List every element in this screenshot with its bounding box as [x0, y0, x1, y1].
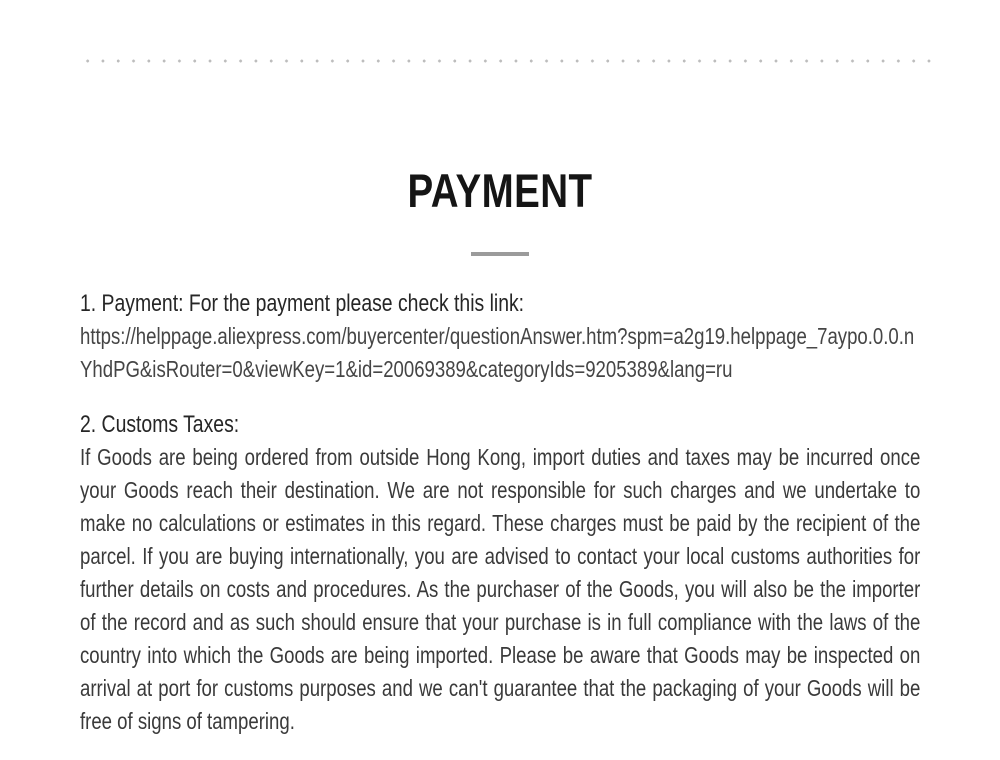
content-area	[80, 287, 920, 760]
payment-section	[80, 287, 920, 386]
customs-heading: 2. Customs Taxes:	[80, 411, 240, 438]
customs-body: If Goods are being ordered from outside Hong Kong, import duties and taxes may be incurred once your Goods reach their destination. We are not responsible for such charges and we undertake to make no calculations or estimates in this regard. These charges must be paid by the recipient of the parcel. If you are buying internationally, you are advised to contact your local customs authorities for further details on costs and procedures. As the purchaser of the Goods, you will also be the importer of the record and as such should ensure that your purchase is in full compliance with the laws of the country into which the Goods are being imported. Please be aware that Goods may be inspected on arrival at port for customs purposes and we can't guarantee that the packaging of your Goods will be free of signs of tampering.	[80, 444, 921, 734]
payment-link[interactable]: https://helppage.aliexpress.com/buyercenter/questionAnswer.htm?spm=a2g19.helppage_7aypo.0.0.nYhdPG&isRouter=0&viewKey=1&id=20069389&categoryIds=9205389&lang=ru	[80, 323, 915, 382]
title-underline	[471, 252, 529, 256]
page-title: PAYMENT	[407, 164, 593, 217]
dotted-divider	[80, 58, 936, 64]
customs-section	[80, 408, 920, 738]
payment-heading: 1. Payment: For the payment please check this link:	[80, 290, 525, 317]
